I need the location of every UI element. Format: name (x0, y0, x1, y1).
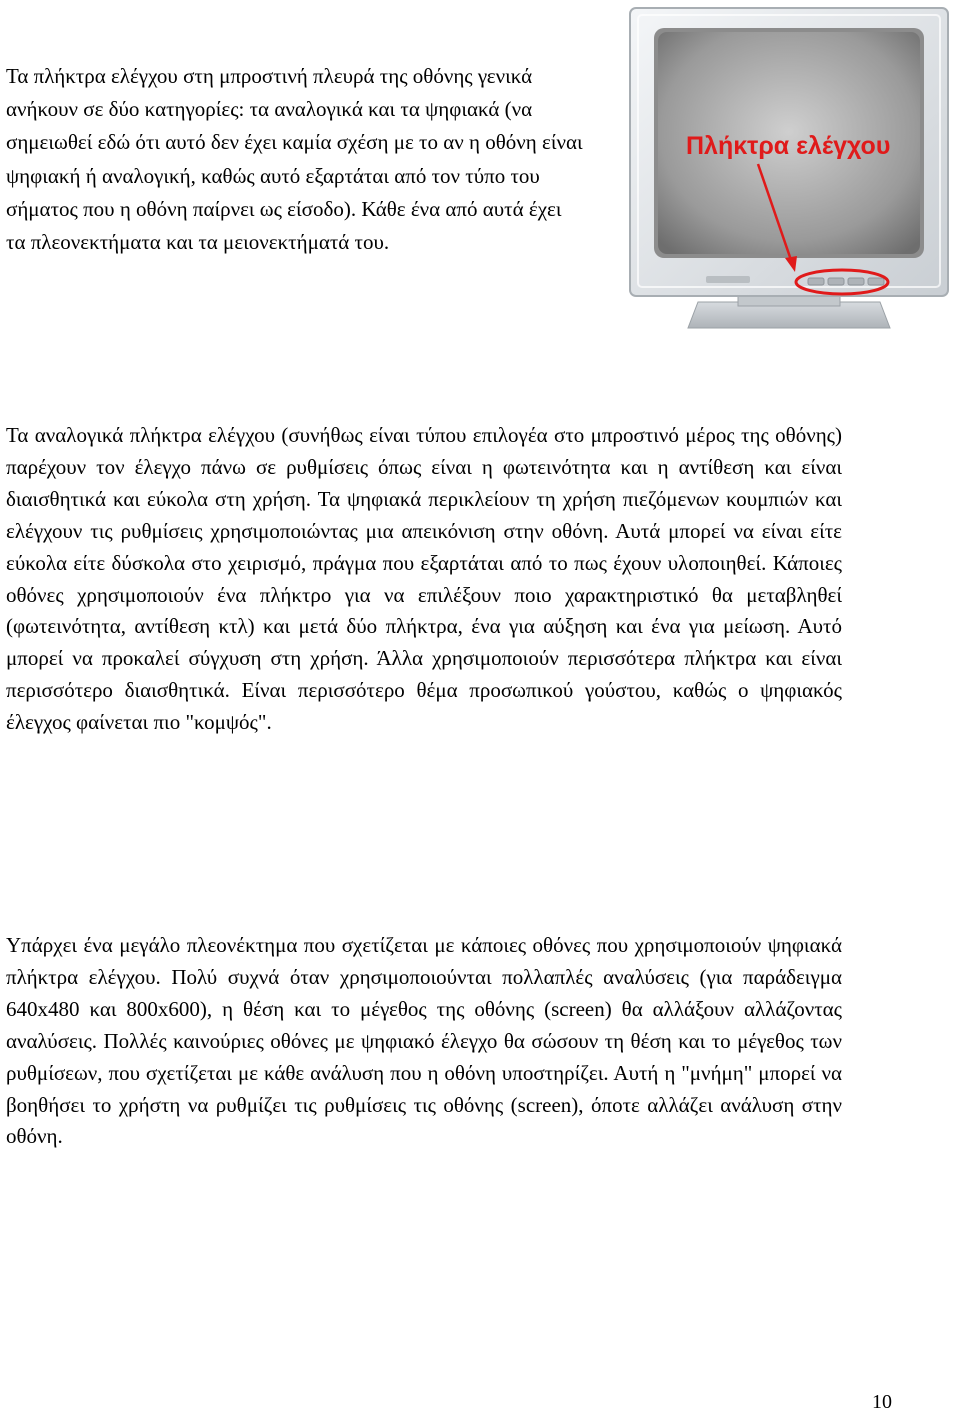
brand-plate (706, 276, 750, 283)
page-number: 10 (872, 1391, 892, 1413)
monitor-stand (688, 292, 890, 328)
callout-label: Πλήκτρα ελέγχου (686, 132, 891, 160)
analog-digital-paragraph: Τα αναλογικά πλήκτρα ελέγχου (συνήθως είναι τύπου επιλογέα στο μπροστινό μέρος της οθόνης) παρέχουν τον έλεγχο πάνω σε ρυθμίσεις όπως είναι η φωτεινότητα και η αντίθεση και είναι διαισθητικά και εύκολα στη χρήση. Τα ψηφιακά περικλείουν τη χρήση πιεζόμενων κουμπιών και ελέγχουν τις ρυθμίσεις χρησιμοποιώντας μια απεικόνιση στην οθόνη. Αυτά μπορεί να είναι είτε εύκολα είτε δύσκολα στο χειρισμό, πράγμα που εξαρτάται από το πως έχουν υλοποιηθεί. Κάποιες οθόνες χρησιμοποιούν ένα πλήκτρο για να επιλέξουν ποιο χαρακτηριστικό θα μεταβληθεί (φωτεινότητα, αντίθεση κτλ) και μετά δύο πλήκτρα, ένα για αύξηση και ένα για μείωση. Αυτό μπορεί να προκαλεί σύγχυση στη χρήση. Άλλα χρησιμοποιούν περισσότερα πλήκτρα και είναι περισσότερο διαισθητικά. Είναι περισσότερο θέμα προσωπικού γούστου, καθώς ο ψηφιακός έλεγχος φαίνεται πιο "κομψός". (6, 423, 842, 735)
monitor-figure (628, 6, 950, 340)
resolution-memory-paragraph: Υπάρχει ένα μεγάλο πλεονέκτημα που σχετίζεται με κάποιες οθόνες που χρησιμοποιούν ψηφιακά πλήκτρα ελέγχου. Πολύ συχνά όταν χρησιμοποιούνται πολλαπλές αναλύσεις (για παράδειγμα 640x480 και 800x600), η θέση και το μέγεθος της οθόνης (screen) θα αλλάξουν αλλάζοντας αναλύσεις. Πολλές καινούριες οθόνες με ψηφιακό έλεγχο θα σώσουν τη θέση και το μέγεθος των ρυθμίσεων, που σχετίζεται με κάθε ανάλυση που η οθόνη υποστηρίζει. Αυτή η "μνήμη" μπορεί να βοηθήσει το χρήστη να ρυθμίζει τις ρυθμίσεις τις οθόνης (screen), όποτε αλλάζει ανάλυση στην οθόνη. (6, 933, 842, 1149)
intro-paragraph: Τα πλήκτρα ελέγχου στη μπροστινή πλευρά της οθόνης γενικά ανήκουν σε δύο κατηγορίες: τα αναλογικά και τα ψηφιακά (να σημειωθεί εδώ ότι αυτό δεν έχει καμία σχέση με το αν η οθόνη είναι ψηφιακή ή αναλογική, καθώς αυτό εξαρτάται από τον τύπο του σήματος που η οθόνη παίρνει ως είσοδο). Κάθε ένα από αυτά έχει τα πλεονεκτήματα και τα μειονεκτήματά του. (6, 64, 583, 255)
